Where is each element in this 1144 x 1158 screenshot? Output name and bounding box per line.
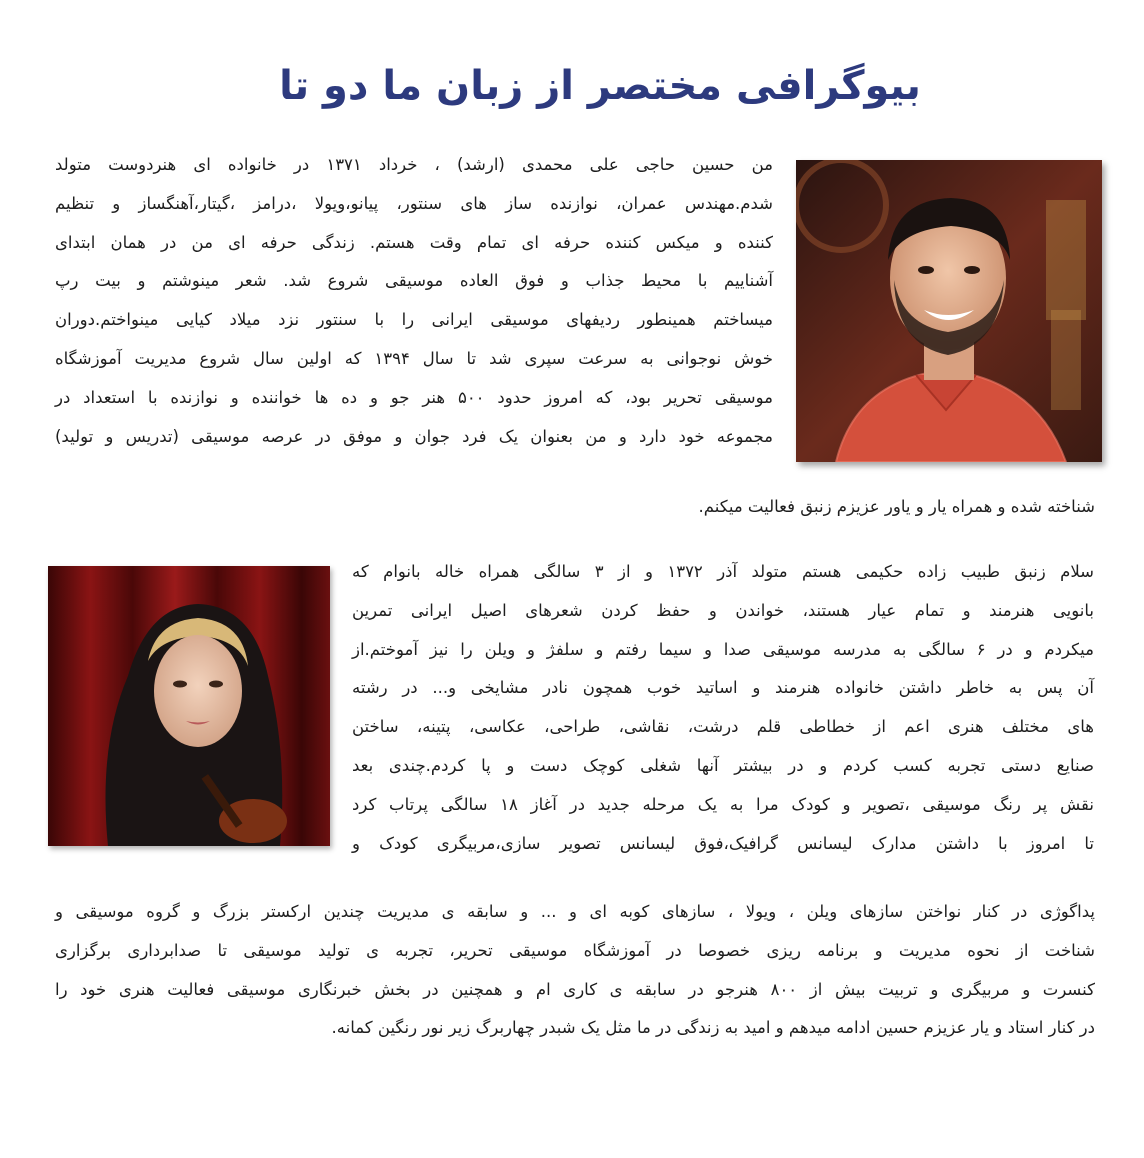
zanbagh-bio-line: تا امروز با داشتن مدارک لیسانس گرافیک،فوق لیسانس تصویر سازی،مربیگری کودک و xyxy=(352,833,1094,853)
hossein-bio-closing xyxy=(55,488,1095,527)
zanbagh-bio-paragraph xyxy=(352,553,1094,863)
hossein-bio-line: کننده و میکس کننده حرفه ای تمام وقت هستم. زندگی حرفه ای من در همان ابتدای xyxy=(55,232,773,252)
zanbagh-bio-line: پداگوژی در کنار نواختن سازهای ویلن ، ویولا ، سازهای کوبه ای و ... و سابقه ی مدیریت چندین ارکستر بزرگ و گروه موسیقی و xyxy=(55,902,1095,921)
zanbagh-bio-continuation xyxy=(55,893,1095,1048)
zanbagh-bio-line: بانویی هنرمند و تمام عیار هستند، خواندن و حفظ کردن شعرهای اصیل ایرانی تمرین xyxy=(352,600,1094,620)
hossein-bio-line: من حسین حاجی علی محمدی (ارشد) ، خرداد ۱۳۷۱ در خانواده ای هنردوست متولد xyxy=(55,155,773,174)
zanbagh-photo xyxy=(48,566,330,846)
zanbagh-bio-line: صنایع دستی تجربه کسب کردم و در بیشتر آنها شغلی کوچک دست و پا کردم.چندی بعد xyxy=(352,755,1094,775)
zanbagh-bio-line: در کنار استاد و یار عزیزم حسین ادامه میدهم و امید به زندگی در ما مثل یک شبدر چهاربرگ زیر نور رنگین کمانه. xyxy=(331,1018,1095,1038)
hossein-bio-line: آشناییم با محیط جذاب و فوق العاده موسیقی شروع شد. شعر مینوشتم و بیت رپ xyxy=(55,271,773,291)
hossein-photo xyxy=(796,160,1102,462)
zanbagh-bio-line: های مختلف هنری اعم از خطاطی قلم درشت، نقاشی، طراحی، عکاسی، پتینه، ساختن xyxy=(352,717,1094,737)
hossein-bio-line: شناخته شده و همراه یار و یاور عزیزم زنبق فعالیت میکنم. xyxy=(698,497,1095,516)
zanbagh-bio-line: سلام زنبق طبیب زاده حکیمی هستم متولد آذر ۱۳۷۲ و از ۳ سالگی همراه خاله بانوام که xyxy=(352,562,1094,581)
zanbagh-bio-line: میکردم و در ۶ سالگی به مدرسه موسیقی صدا و سیما رفتم و سلفژ و ویلن را نیز آموختم.از xyxy=(352,639,1094,659)
page-title: بیوگرافی مختصر از زبان ما دو تا xyxy=(279,62,921,109)
zanbagh-bio-line: کنسرت و مربیگری و تربیت بیش از ۸۰۰ هنرجو در سابقه ی کاری ام و همچنین در بخش خبرنگاری موسیقی فعالیت هنری خود را xyxy=(55,979,1095,999)
hossein-bio-paragraph xyxy=(55,146,773,456)
hossein-bio-line: مجموعه خود دارد و من بعنوان یک فرد جوان و موفق در عرصه موسیقی (تدریس و تولید) xyxy=(55,426,773,446)
zanbagh-bio-line: نقش پر رنگ موسیقی ،تصویر و کودک مرا به یک مرحله جدید در آغاز ۱۸ سالگی پرتاب کرد xyxy=(352,794,1094,814)
hossein-bio-line: خوش نوجوانی به سرعت سپری شد تا سال ۱۳۹۴ که اولین سال شروع مدیریت آموزشگاه xyxy=(55,348,773,368)
zanbagh-bio-line: شناخت از نحوه مدیریت و برنامه ریزی خصوصا در آموزشگاه موسیقی تحریر، تجربه ی تولید موسیقی تا صدابرداری برگزاری xyxy=(55,940,1095,960)
zanbagh-bio-line: آن پس به خاطر داشتن خانواده هنرمند و اساتید خوب همچون نادر مشایخی و... در رشته xyxy=(352,678,1094,698)
hossein-bio-line: موسیقی تحریر بود، که امروز حدود ۵۰۰ هنر جو و ده ها خواننده و نوازنده با استعداد در xyxy=(55,387,773,407)
hossein-bio-line: میساختم همینطور ردیفهای موسیقی ایرانی را با سنتور نزد میلاد کیایی مینواختم.دوران xyxy=(55,310,773,330)
hossein-bio-line: شدم.مهندس عمران، نوازنده ساز های سنتور، پیانو،ویولا ،درامز ،گیتار،آهنگساز و تنظیم xyxy=(55,193,773,213)
